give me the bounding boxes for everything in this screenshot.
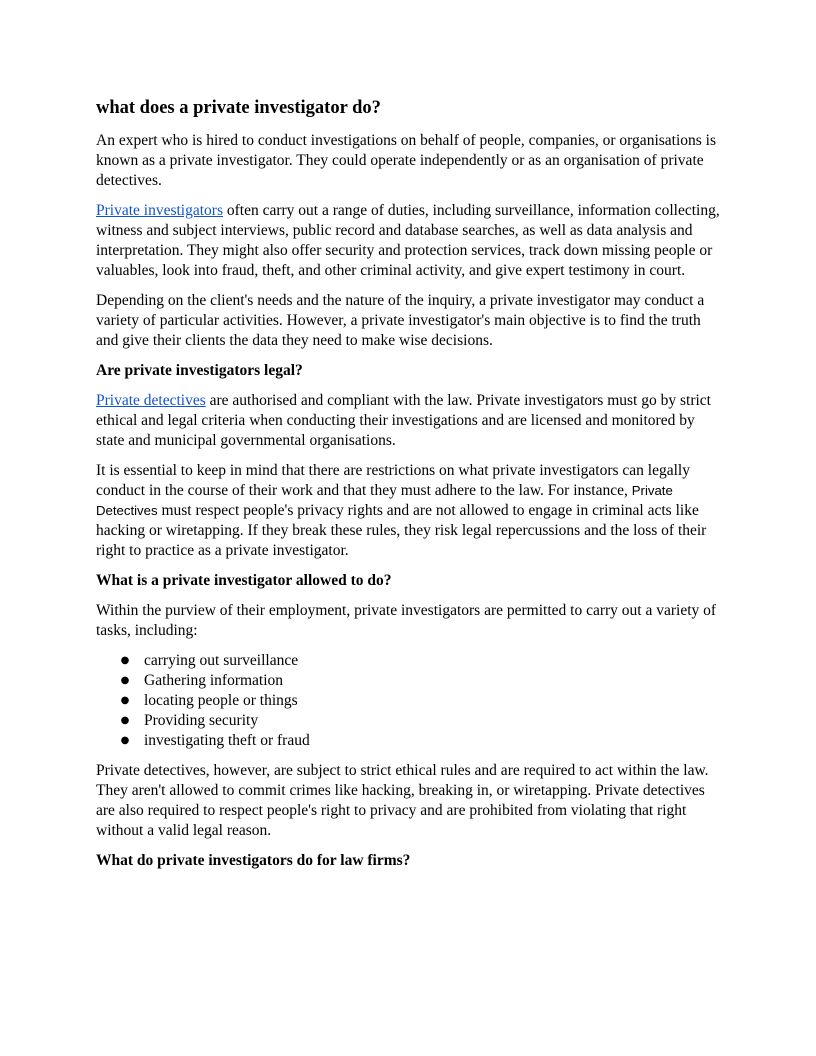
- tasks-list: [96, 651, 722, 751]
- private-detectives-sans: Private Detectives: [96, 483, 673, 518]
- ethics-paragraph: Private detectives, however, are subject to strict ethical rules and are required to act within the law. They aren't allowed to commit crimes like hacking, breaking in, or wiretapping. Private detectives are also required to respect people's right to privacy and are prohibited from violating that right without a valid legal reason.: [96, 762, 709, 839]
- bullet-icon: ●: [120, 655, 130, 666]
- list-item: [120, 671, 722, 691]
- bullet-icon: ●: [120, 695, 130, 706]
- private-detectives-link[interactable]: Private detectives: [96, 392, 206, 409]
- allowed-heading: What is a private investigator allowed to do?: [96, 572, 392, 589]
- bullet-icon: ●: [120, 735, 130, 746]
- objective-paragraph: Depending on the client's needs and the nature of the inquiry, a private investigator may conduct a variety of particular activities. However, a private investigator's main objective is to find the truth and give their clients the data they need to make wise decisions.: [96, 292, 705, 349]
- duties-paragraph: [96, 201, 722, 281]
- legal-text: are authorised and compliant with the law. Private investigators must go by strict ethical and legal criteria when conducting their investigations and are licensed and monitored by state and municipal governmental organisations.: [96, 392, 711, 449]
- legal-paragraph: [96, 391, 722, 451]
- legal-heading: Are private investigators legal?: [96, 362, 303, 379]
- restrictions-text-before: It is essential to keep in mind that there are restrictions on what private investigators can legally conduct in the course of their work and that they must adhere to the law. For instance,: [96, 462, 690, 499]
- bullet-icon: ●: [120, 675, 130, 686]
- list-item-text: Gathering information: [144, 672, 284, 689]
- page-title: what does a private investigator do?: [96, 98, 381, 118]
- allowed-paragraph: Within the purview of their employment, private investigators are permitted to carry out a variety of tasks, including:: [96, 602, 717, 639]
- document-body: [96, 96, 722, 881]
- restrictions-text-after: must respect people's privacy rights and are not allowed to engage in criminal acts like hacking or wiretapping. If they break these rules, they risk legal repercussions and the loss of their right to practice as a private investigator.: [96, 502, 707, 559]
- bullet-icon: ●: [120, 715, 130, 726]
- list-item: [120, 731, 722, 751]
- list-item-text: Providing security: [144, 712, 259, 729]
- list-item: [120, 691, 722, 711]
- list-item: [120, 651, 722, 671]
- private-investigators-link[interactable]: Private investigators: [96, 202, 223, 219]
- intro-paragraph: An expert who is hired to conduct investigations on behalf of people, companies, or organisations is known as a private investigator. They could operate independently or as an organisation of private detectives.: [96, 132, 717, 189]
- list-item: [120, 711, 722, 731]
- list-item-text: carrying out surveillance: [144, 652, 299, 669]
- list-item-text: investigating theft or fraud: [144, 732, 310, 749]
- list-item-text: locating people or things: [144, 692, 298, 709]
- restrictions-paragraph: [96, 461, 722, 561]
- law-firms-heading: What do private investigators do for law firms?: [96, 852, 411, 869]
- duties-text: often carry out a range of duties, including surveillance, information collecting, witness and subject interviews, public record and database searches, as well as data analysis and interpretation. They might also offer security and protection services, track down missing people or valuables, look into fraud, theft, and other criminal activity, and give expert testimony in court.: [96, 202, 720, 279]
